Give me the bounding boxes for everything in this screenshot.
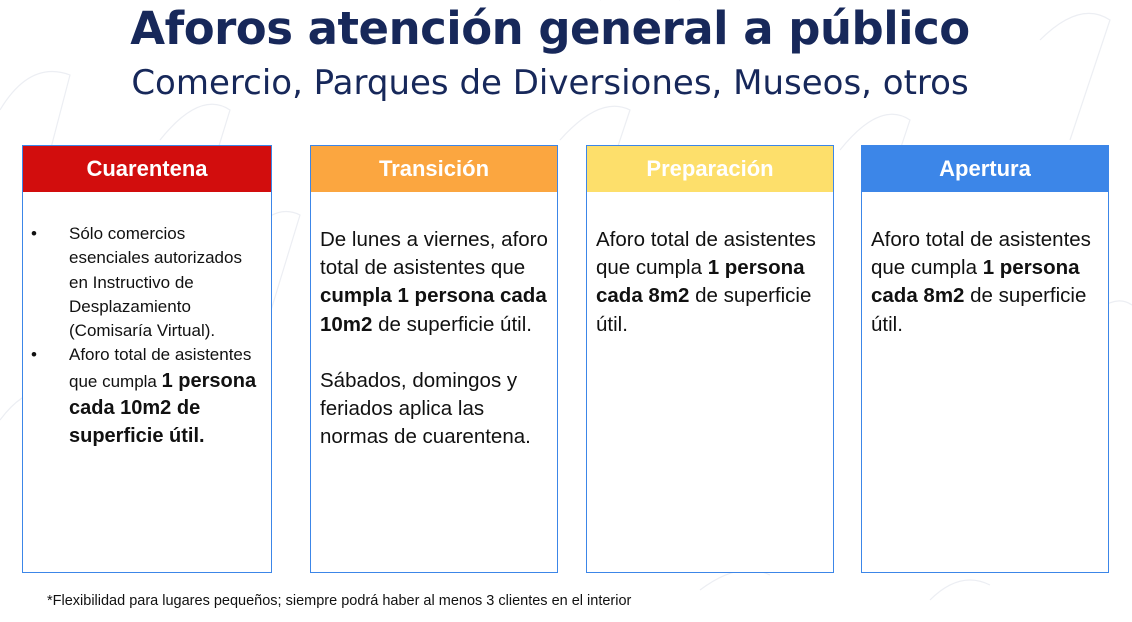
footnote: *Flexibilidad para lugares pequeños; siempre podrá haber al menos 3 clientes en el interior	[47, 593, 632, 609]
page-title: Aforos atención general a público	[130, 2, 970, 55]
card-body-apertura	[862, 192, 1108, 339]
apertura-bold: 1 persona cada 8m2	[871, 256, 1080, 308]
preparacion-paragraph	[596, 226, 825, 339]
preparacion-suffix: de superficie útil.	[596, 284, 812, 336]
apertura-paragraph	[871, 226, 1100, 339]
card-preparacion	[586, 145, 834, 573]
card-apertura	[861, 145, 1109, 573]
card-header-preparacion: Preparación	[587, 146, 833, 192]
card-body-cuarentena	[23, 192, 271, 450]
preparacion-prefix: Aforo total de asistentes que cumpla	[596, 228, 816, 280]
page-subtitle: Comercio, Parques de Diversiones, Museos, otros	[131, 63, 969, 103]
transicion-p1-suffix: de superficie útil.	[372, 312, 532, 336]
apertura-suffix: de superficie útil.	[871, 284, 1087, 336]
card-body-preparacion	[587, 192, 833, 339]
cuarentena-item1-text: Sólo comercios esenciales autorizados en Instructivo de Desplazamiento (Comisaría Virtual).	[69, 224, 242, 341]
list-item	[31, 222, 257, 343]
card-header-apertura: Apertura	[862, 146, 1108, 192]
card-header-cuarentena: Cuarentena	[23, 146, 271, 192]
preparacion-bold: 1 persona cada 8m2	[596, 256, 805, 308]
card-body-transicion	[311, 192, 557, 451]
transicion-p1-prefix: De lunes a viernes, aforo total de asistentes que	[320, 228, 548, 280]
bullet-icon: •	[31, 224, 37, 243]
apertura-prefix: Aforo total de asistentes que cumpla	[871, 228, 1091, 280]
transicion-paragraph-1	[320, 226, 549, 339]
cuarentena-item2-bold: 1 persona cada 10m2 de superficie útil.	[69, 369, 257, 447]
cuarentena-list	[31, 222, 257, 450]
transicion-p1-bold: cumpla 1 persona cada 10m2	[320, 284, 547, 336]
list-item	[31, 343, 257, 450]
bullet-icon: •	[31, 345, 37, 365]
cuarentena-item2-prefix: Aforo total de asistentes que cumpla	[69, 345, 252, 391]
card-transicion	[310, 145, 558, 573]
card-header-transicion: Transición	[311, 146, 557, 192]
transicion-paragraph-2: Sábados, domingos y feriados aplica las normas de cuarentena.	[320, 368, 531, 449]
card-cuarentena	[22, 145, 272, 573]
